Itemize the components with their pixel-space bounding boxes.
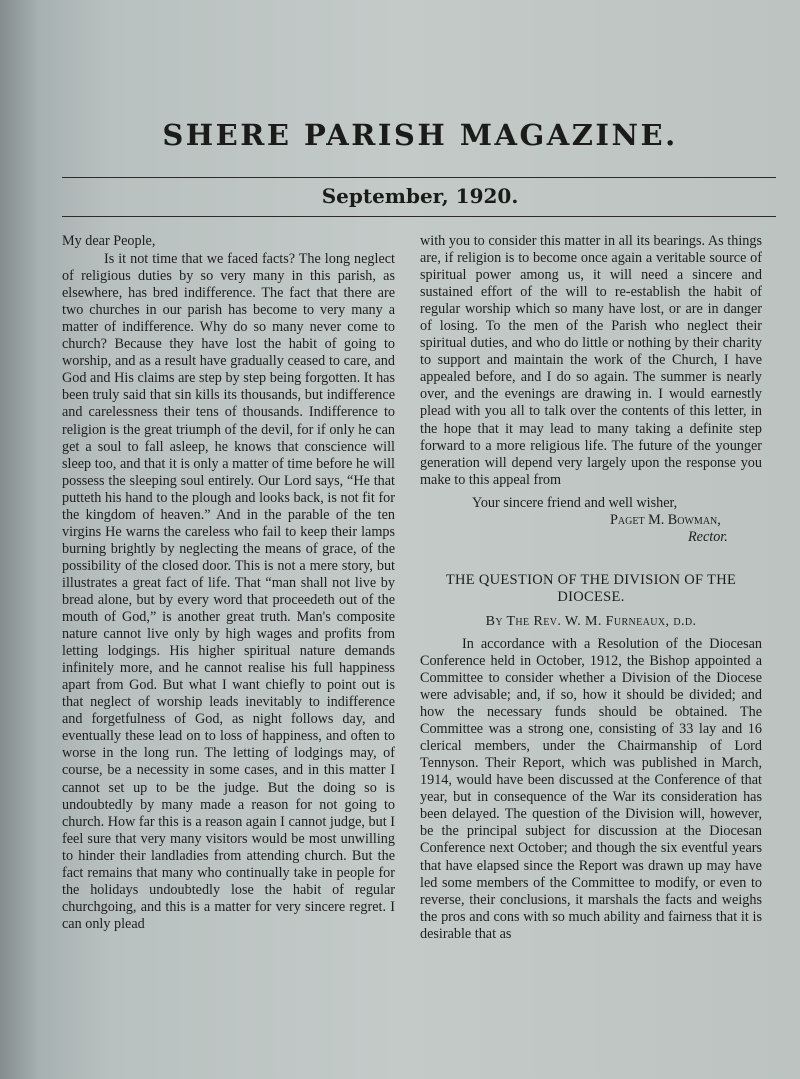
article-byline — [420, 613, 762, 630]
left-column — [62, 233, 395, 933]
right-column — [420, 233, 762, 943]
letter-signature-title: Rector. — [688, 528, 728, 545]
top-rule — [62, 177, 776, 178]
article-heading: THE QUESTION OF THE DIVISION OF THE DIOCESE. — [445, 571, 737, 605]
magazine-title: SHERE PARISH MAGAZINE. — [162, 118, 678, 152]
letter-signature-block — [420, 495, 762, 546]
letter-closing: Your sincere friend and well wisher, — [472, 494, 678, 511]
bottom-rule — [62, 216, 776, 217]
letter-body-left: Is it not time that we faced facts? The long neglect of religious duties by so very many in this parish, as elsewhere, has bred indifference. The fact that there are two churches in our parish has become to very many a matter of indifference. Why do so many never come to church? Because they have lost the habit of going to worship, and as a result have gradually ceased to care, and God and His claims are step by step being forgotten. It has been truly said that sin kills its thousands, but indifference and carelessness their tens of thousands. Indifference to religion is the great triumph of the devil, for if only he can get a soul to fall asleep, he knows that conscience will sleep too, and that it is only a matter of time before he will possess the sleeping soul entirely. Our Lord says, “He that putteth his hand to the plough and looks back, is not fit for the kingdom of heaven.” And in the parable of the ten virgins He warns the careless who fail to keep their lamps burning brightly by neglecting the means of grace, of the possibility of the closed door. This is not a mere story, but illustrates a great fact of life. That “man shall not live by bread alone, but by every word that proceedeth out of the mouth of God,” is another great truth. Man's composite nature cannot live only by high wages and profits from letting lodgings. His higher spiritual nature demands infinitely more, and he cannot realise his full happiness apart from God. But what I want chiefly to point out is that neglect of worship leads inevitably to indifference and forgetfulness of God, as night follows day, and eventually these lead on to loss of happiness, and often to worse in the long run. The letting of lodgings may, of course, be a necessity in some cases, and in this matter I cannot set up to be the judge. But the doing so is undoubtedly by many made a reason for not going to church. How far this is a reason again I cannot judge, but I feel sure that very many visitors would be most unwilling to hinder their landladies from attending church. But the fact remains that many who continually take in people for the holidays undoubtedly lose the habit of regular churchgoing, and this is a matter for very sincere regret. I can only plead — [62, 251, 395, 932]
article-body: In accordance with a Resolution of the Diocesan Conference held in October, 1912, the Bishop appointed a Committee to consider whether a Division of the Diocese were advisable; and, if so, how it should be divided; and how the necessary funds should be obtained. The Committee was a strong one, consisting of 33 lay and 16 clerical members, under the Chairmanship of Lord Tennyson. Their Report, which was published in March, 1914, would have been discussed at the Conference of that year, but in consequence of the War its consideration has been delayed. The question of the Division will, however, be the principal subject for discussion at the Diocesan Conference next October; and though the six eventful years that have elapsed since the Report was drawn up may have led some members of the Committee to modify, or even to reverse, their conclusions, it marshals the facts and weighs the pros and cons with so much ability and fairness that it is desirable that as — [420, 635, 762, 942]
byline-author: The Rev. W. M. Furneaux, d.d. — [506, 613, 697, 629]
letter-greeting: My dear People, — [62, 233, 156, 249]
issue-date: September, 1920. — [321, 184, 519, 208]
page-spine-shadow — [0, 0, 40, 1079]
letter-signature: Paget M. Bowman, — [610, 511, 721, 528]
letter-body-right: with you to consider this matter in all its bearings. As things are, if religion is to become once again a veritable source of spiritual power among us, it will need a sincere and sustained effort of the will to re-establish the habit of regular worship which so many have lost, or are in danger of losing. To the men of the Parish who neglect their spiritual duties, and who do little or nothing by their charity to support and maintain the work of the Church, I have appealed before, and I do so again. The summer is nearly over, and the evenings are drawing in. I would earnestly plead with you all to talk over the contents of this letter, in the hope that it may lead to many taking a definite step forward to a more religious life. The future of the younger generation will depend very largely upon the response you make to this appeal from — [420, 233, 762, 488]
byline-prefix: By — [485, 613, 503, 629]
